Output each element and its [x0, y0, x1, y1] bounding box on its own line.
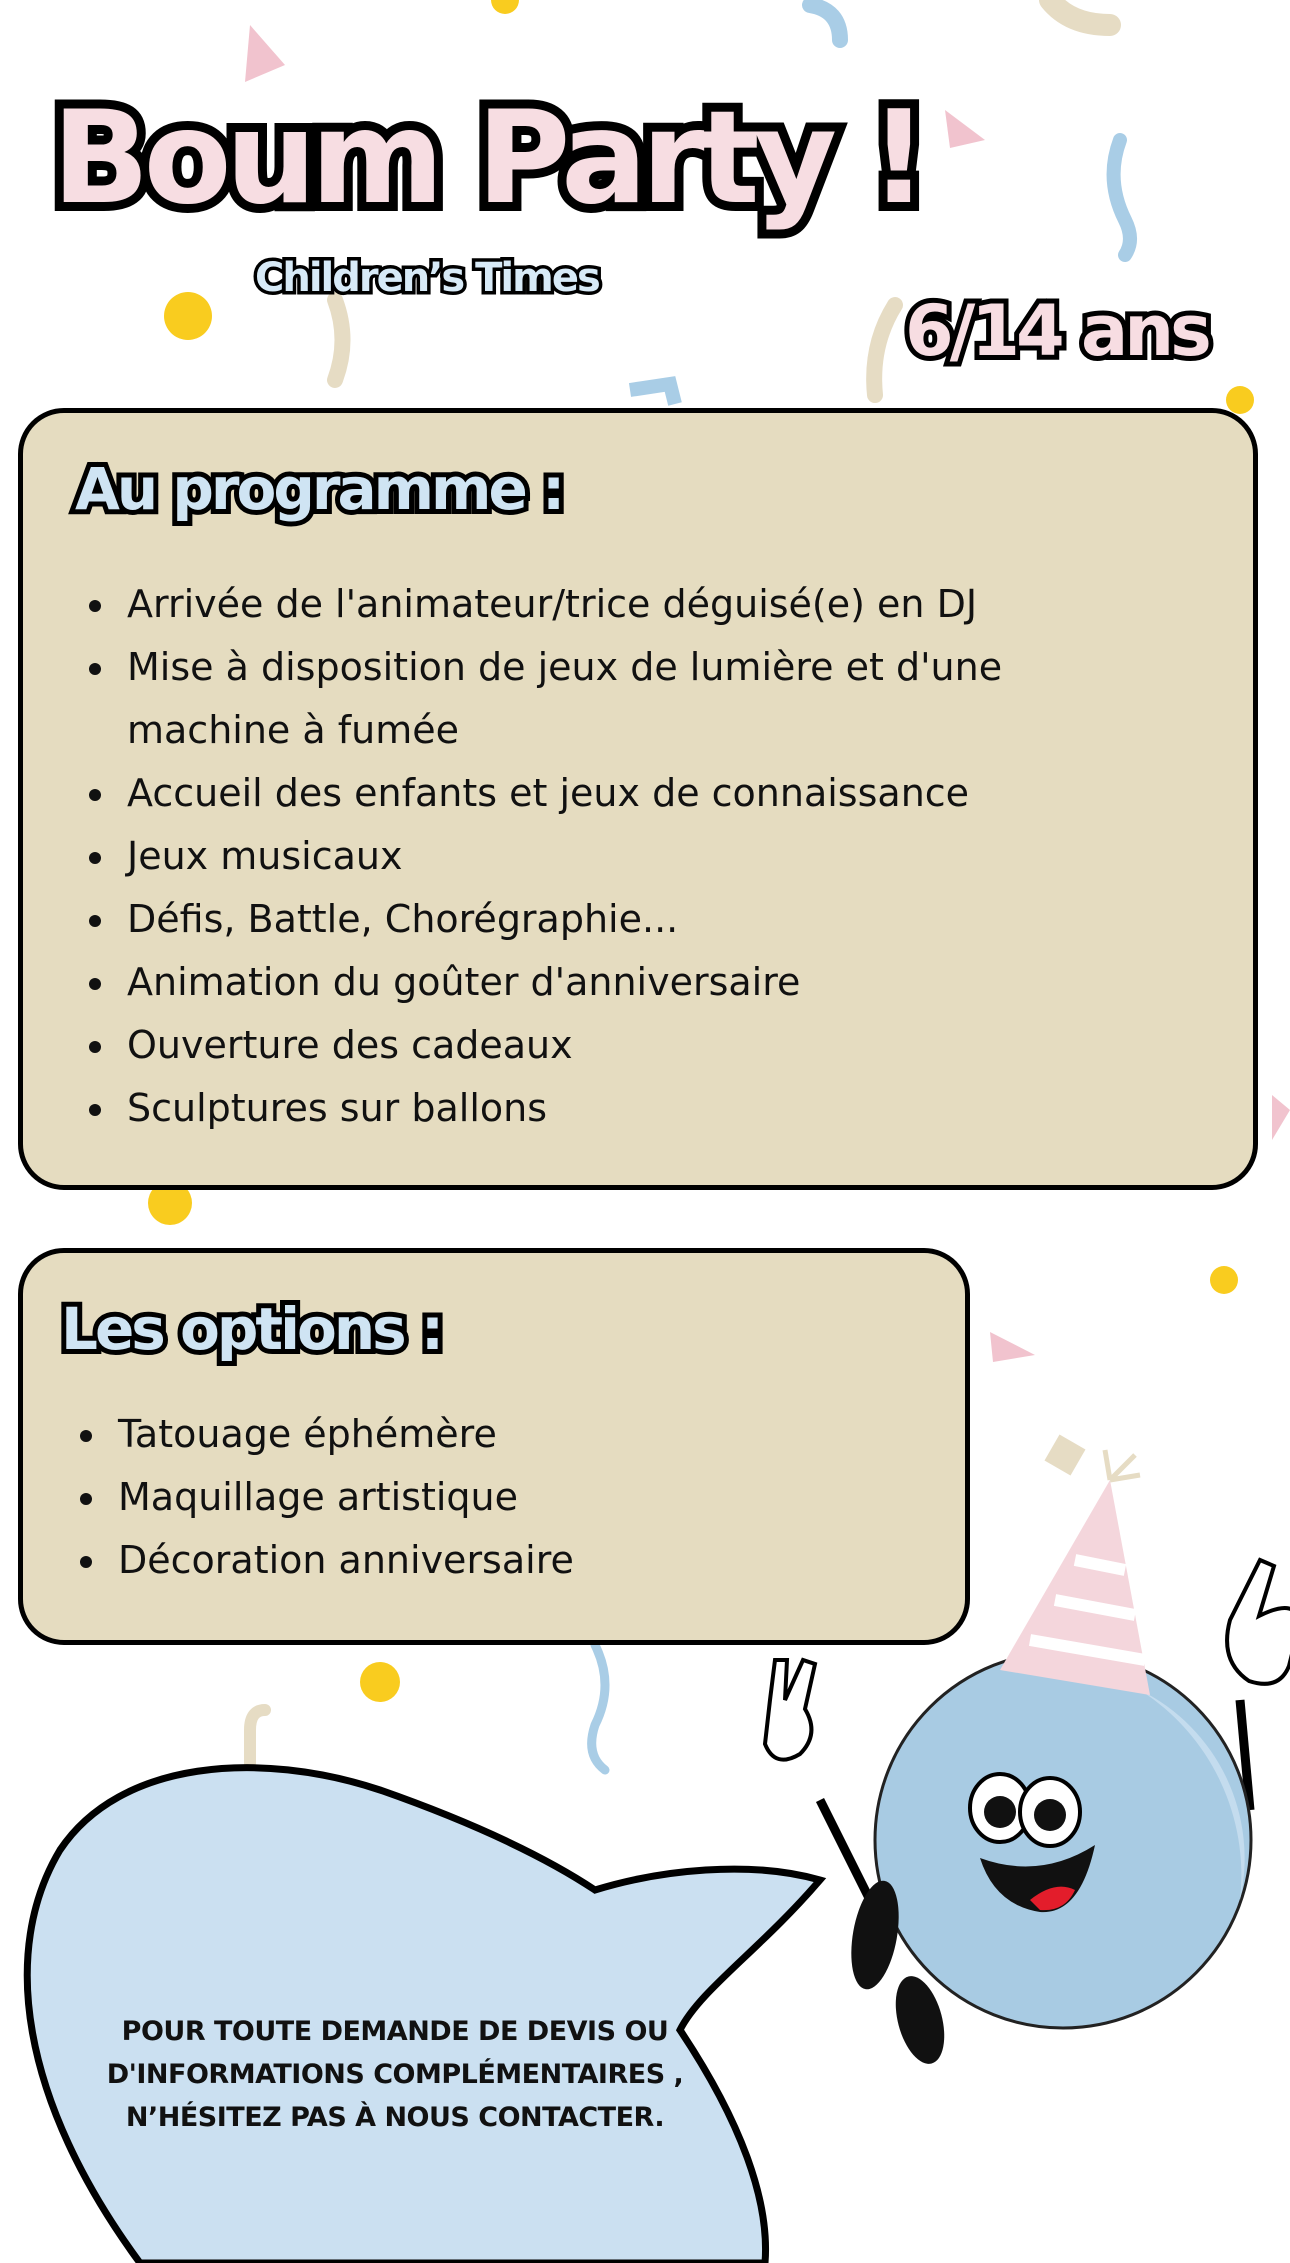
list-item: Animation du goûter d'anniversaire: [89, 951, 1002, 1014]
contact-line: POUR TOUTE DEMANDE DE DEVIS OU: [121, 2016, 669, 2047]
options-heading: Les options :: [61, 1295, 442, 1363]
list-item: Tatouage éphémère: [80, 1403, 574, 1466]
subtitle: Children’s Times: [255, 255, 599, 301]
list-item: Arrivée de l'animateur/trice déguisé(e) en DJ: [89, 573, 1002, 636]
contact-line: D'INFORMATIONS COMPLÉMENTAIRES ,: [106, 2059, 684, 2090]
list-item: Mise à disposition de jeux de lumière et d'une: [89, 636, 1002, 699]
contact-line: N’HÉSITEZ PAS À NOUS CONTACTER.: [125, 2102, 665, 2133]
list-item: Maquillage artistique: [80, 1466, 574, 1529]
age-range: 6/14 ans: [905, 290, 1208, 372]
list-item: Ouverture des cadeaux: [89, 1014, 1002, 1077]
list-item: Accueil des enfants et jeux de connaissance: [89, 762, 1002, 825]
list-item: Défis, Battle, Chorégraphie...: [89, 888, 1002, 951]
programme-heading: Au programme :: [75, 455, 563, 523]
list-item: Décoration anniversaire: [80, 1529, 574, 1592]
list-item: Sculptures sur ballons: [89, 1077, 1002, 1140]
page-title: Boum Party !: [52, 84, 922, 233]
list-item: Jeux musicaux: [89, 825, 1002, 888]
list-item-continuation: machine à fumée: [127, 708, 459, 752]
